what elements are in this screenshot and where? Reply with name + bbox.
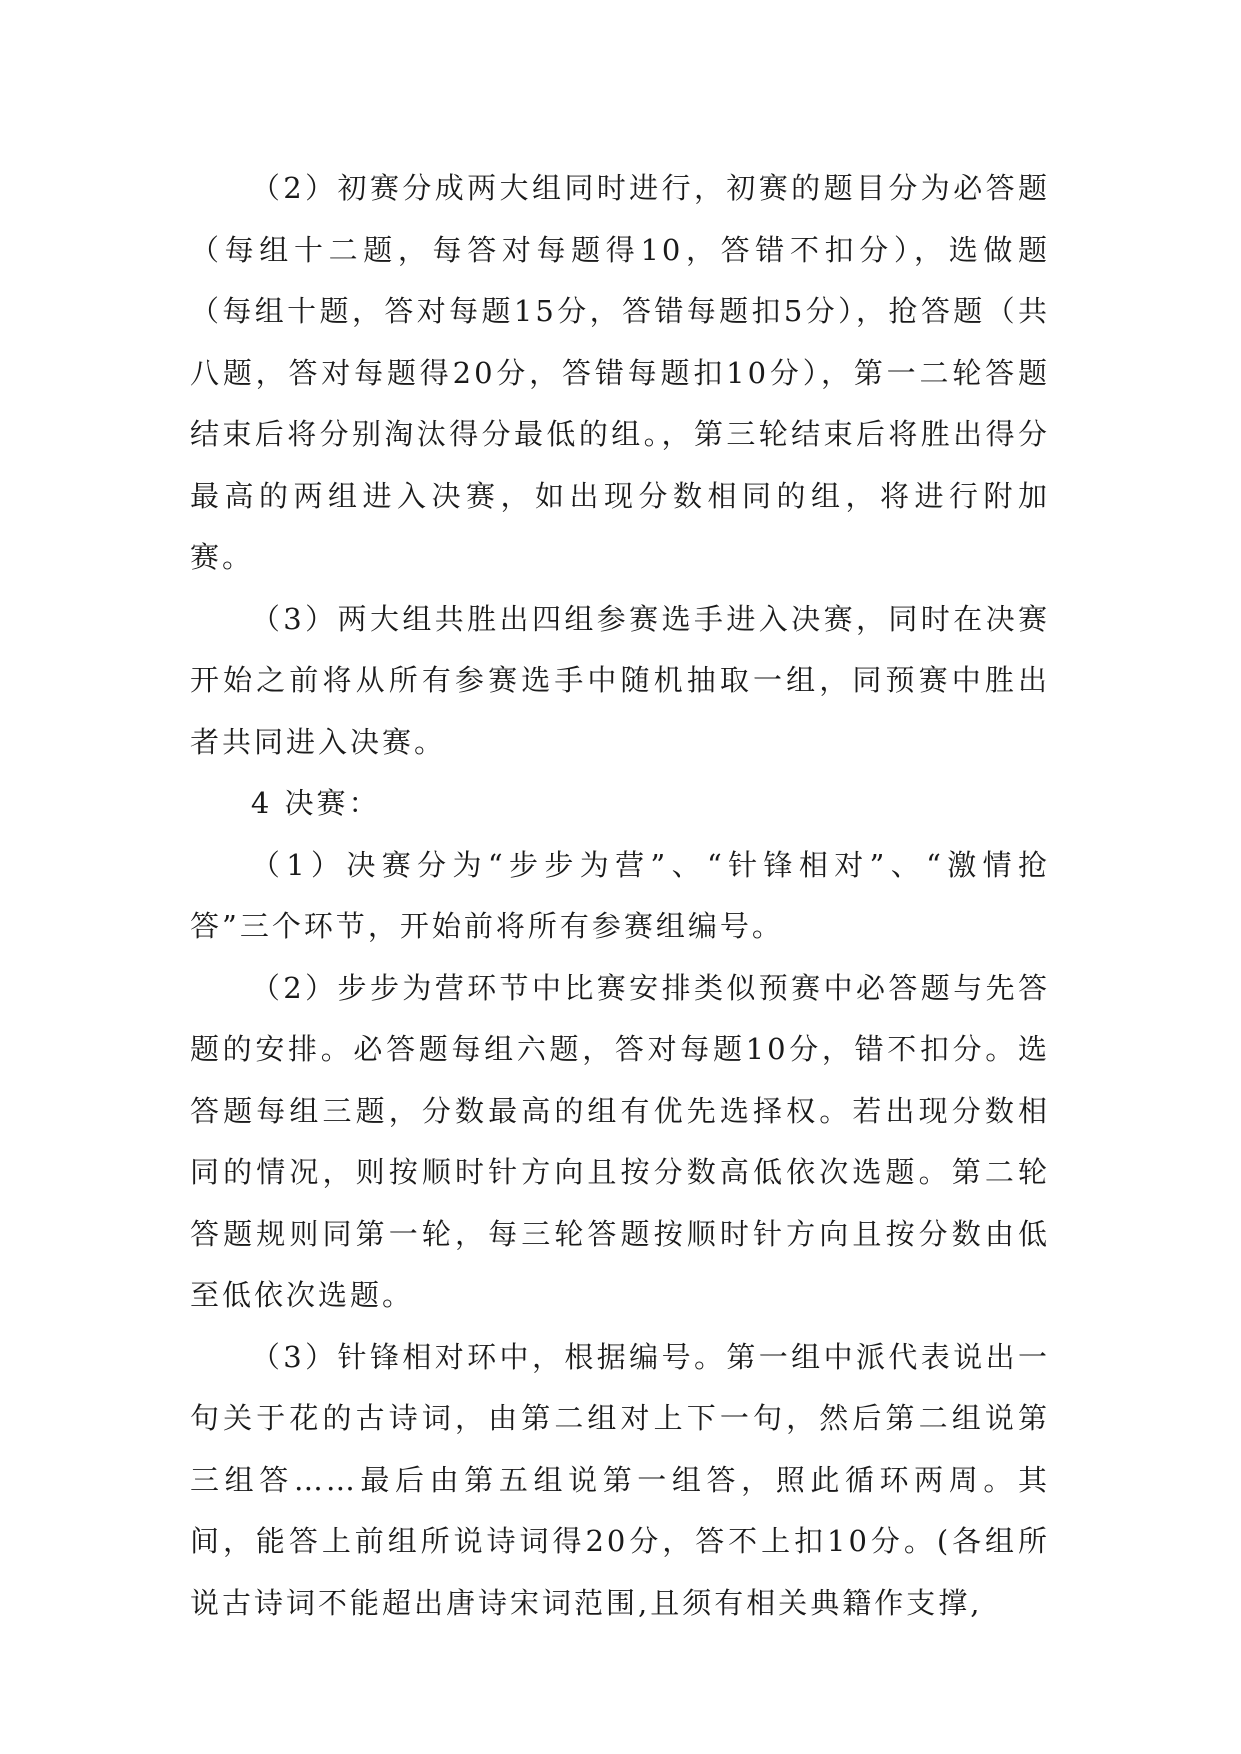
paragraph-step-by-step: （2）步步为营环节中比赛安排类似预赛中必答题与先答题的安排。必答题每组六题，答对每题10分，错不扣分。选答题每组三题，分数最高的组有优先选择权。若出现分数相同的情况，则按顺时针方向且按分数高低依次选题。第二轮答题规则同第一轮，每三轮答题按顺时针方向且按分数由低至低依次选题。	[190, 970, 1050, 1312]
section-heading-final: 4 决赛：	[250, 786, 381, 820]
paragraph-finalists: （3）两大组共胜出四组参赛选手进入决赛，同时在决赛开始之前将从所有参赛选手中随机抽取一组，同预赛中胜出者共同进入决赛。	[190, 601, 1050, 759]
paragraph-preliminary-rules: （2）初赛分成两大组同时进行，初赛的题目分为必答题（每组十二题，每答对每题得10，答错不扣分），选做题（每组十题，答对每题15分，答错每题扣5分），抢答题（共八题，答对每题得20分，答错每题扣10分），第一二轮答题结束后将分别淘汰得分最低的组。，第三轮结束后将胜出得分最高的两组进入决赛，如出现分数相同的组，将进行附加赛。	[190, 171, 1050, 574]
document-body	[190, 158, 1050, 1634]
paragraph-final-stages: （1）决赛分为“步步为营”、“针锋相对”、“激情抢答”三个环节，开始前将所有参赛组编号。	[190, 847, 1050, 943]
paragraph-head-to-head: （3）针锋相对环中，根据编号。第一组中派代表说出一句关于花的古诗词，由第二组对上下一句，然后第二组说第三组答……最后由第五组说第一组答，照此循环两周。其间，能答上前组所说诗词得20分，答不上扣10分。(各组所说古诗词不能超出唐诗宋词范围,且须有相关典籍作支撑,	[190, 1339, 1050, 1620]
